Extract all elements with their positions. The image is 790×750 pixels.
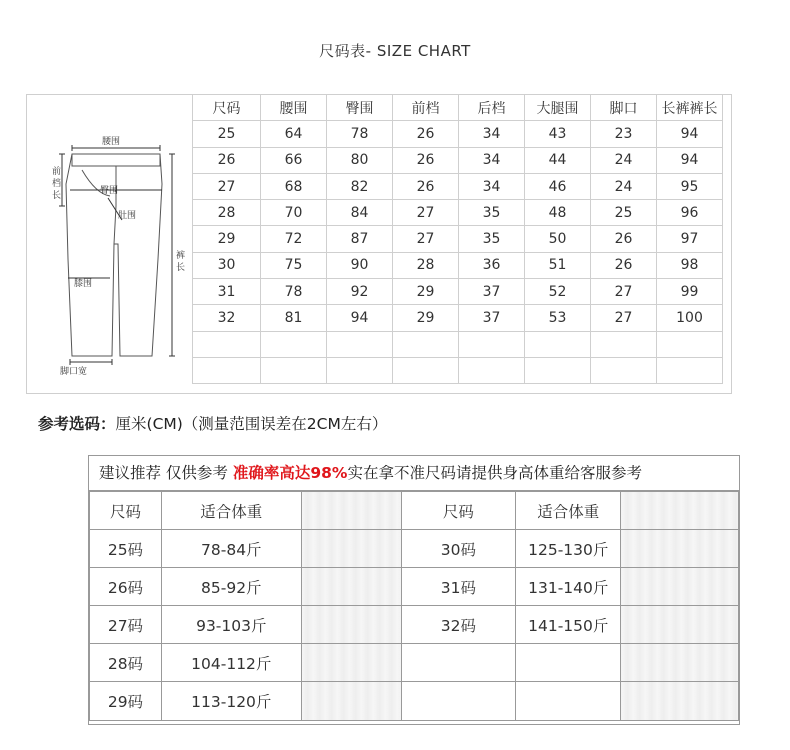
label-front-rise-1: 前 bbox=[52, 167, 62, 177]
table-cell: 27 bbox=[591, 305, 657, 331]
table-row bbox=[193, 331, 723, 357]
table-cell bbox=[393, 357, 459, 383]
size-cell: 28码 bbox=[90, 644, 162, 682]
table-cell: 66 bbox=[261, 147, 327, 173]
table-row bbox=[90, 644, 739, 682]
table-cell: 90 bbox=[327, 252, 393, 278]
table-cell: 84 bbox=[327, 200, 393, 226]
weight-cell: 113-120斤 bbox=[161, 682, 301, 720]
header-cell: 长裤裤长 bbox=[657, 95, 723, 121]
size-table-header bbox=[193, 95, 723, 121]
table-cell: 94 bbox=[657, 147, 723, 173]
table-cell: 51 bbox=[525, 252, 591, 278]
table-row bbox=[90, 606, 739, 644]
blank-cell bbox=[621, 530, 739, 568]
label-length-1: 裤 bbox=[176, 251, 186, 261]
blank-cell bbox=[301, 568, 401, 606]
table-cell: 26 bbox=[591, 252, 657, 278]
notice-prefix: 建议推荐 仅供参考 bbox=[99, 464, 233, 482]
table-cell bbox=[525, 331, 591, 357]
blank-cell bbox=[301, 644, 401, 682]
label-thigh: 肚围 bbox=[118, 211, 137, 221]
table-cell: 37 bbox=[459, 279, 525, 305]
blank-cell bbox=[621, 492, 739, 530]
size-cell: 25码 bbox=[90, 530, 162, 568]
table-cell: 80 bbox=[327, 147, 393, 173]
label-hip: 臀围 bbox=[100, 186, 119, 196]
table-cell: 78 bbox=[327, 121, 393, 147]
size-table-body bbox=[193, 95, 723, 384]
size-cell: 29码 bbox=[90, 682, 162, 720]
weight-recommend-box bbox=[88, 455, 740, 725]
header-size-left: 尺码 bbox=[90, 492, 162, 530]
size-table bbox=[192, 94, 723, 384]
table-cell: 52 bbox=[525, 279, 591, 305]
blank-cell bbox=[621, 644, 739, 682]
table-cell: 81 bbox=[261, 305, 327, 331]
label-knee: 膝围 bbox=[74, 279, 93, 289]
header-cell: 后档 bbox=[459, 95, 525, 121]
table-cell: 100 bbox=[657, 305, 723, 331]
weight-table-header bbox=[90, 492, 739, 530]
table-cell: 36 bbox=[459, 252, 525, 278]
header-weight-right: 适合体重 bbox=[516, 492, 621, 530]
weight-table-body bbox=[90, 492, 739, 721]
table-row bbox=[193, 147, 723, 173]
label-front-rise-2: 档 bbox=[52, 179, 62, 189]
table-cell: 70 bbox=[261, 200, 327, 226]
table-cell: 34 bbox=[459, 121, 525, 147]
table-cell: 25 bbox=[591, 200, 657, 226]
table-cell: 46 bbox=[525, 173, 591, 199]
label-hem: 脚口宽 bbox=[60, 367, 88, 377]
table-cell: 34 bbox=[459, 173, 525, 199]
table-cell bbox=[459, 357, 525, 383]
reference-note bbox=[38, 412, 387, 434]
table-row bbox=[193, 173, 723, 199]
table-cell bbox=[459, 331, 525, 357]
table-cell: 27 bbox=[393, 200, 459, 226]
size-cell: 27码 bbox=[90, 606, 162, 644]
weight-cell: 78-84斤 bbox=[161, 530, 301, 568]
table-cell: 34 bbox=[459, 147, 525, 173]
table-cell: 68 bbox=[261, 173, 327, 199]
table-row bbox=[193, 226, 723, 252]
table-cell: 64 bbox=[261, 121, 327, 147]
table-cell: 78 bbox=[261, 279, 327, 305]
size-cell: 26码 bbox=[90, 568, 162, 606]
table-row bbox=[90, 682, 739, 720]
weight-cell: 131-140斤 bbox=[516, 568, 621, 606]
blank-cell bbox=[301, 682, 401, 720]
table-cell bbox=[657, 357, 723, 383]
table-cell: 29 bbox=[393, 305, 459, 331]
weight-cell: 85-92斤 bbox=[161, 568, 301, 606]
blank-cell bbox=[301, 530, 401, 568]
table-cell: 29 bbox=[393, 279, 459, 305]
table-cell: 82 bbox=[327, 173, 393, 199]
weight-cell bbox=[516, 682, 621, 720]
table-cell: 97 bbox=[657, 226, 723, 252]
table-cell: 87 bbox=[327, 226, 393, 252]
weight-cell bbox=[516, 644, 621, 682]
table-cell: 27 bbox=[591, 279, 657, 305]
header-weight-left: 适合体重 bbox=[161, 492, 301, 530]
pants-diagram bbox=[26, 94, 192, 392]
notice-highlight: 准确率高达98% bbox=[232, 464, 348, 482]
table-cell: 98 bbox=[657, 252, 723, 278]
page-title: 尺码表- SIZE CHART bbox=[319, 42, 471, 60]
table-cell: 32 bbox=[193, 305, 261, 331]
table-cell: 44 bbox=[525, 147, 591, 173]
table-cell bbox=[327, 357, 393, 383]
table-row bbox=[193, 252, 723, 278]
weight-cell: 125-130斤 bbox=[516, 530, 621, 568]
weight-table bbox=[89, 491, 739, 721]
table-row bbox=[193, 279, 723, 305]
table-row bbox=[193, 200, 723, 226]
reference-label: 参考选码： bbox=[38, 415, 116, 433]
table-cell: 48 bbox=[525, 200, 591, 226]
table-cell bbox=[657, 331, 723, 357]
table-cell bbox=[261, 357, 327, 383]
weight-cell: 104-112斤 bbox=[161, 644, 301, 682]
table-cell: 30 bbox=[193, 252, 261, 278]
table-cell: 94 bbox=[657, 121, 723, 147]
pants-diagram-svg bbox=[26, 94, 192, 392]
table-cell bbox=[327, 331, 393, 357]
blank-cell bbox=[621, 682, 739, 720]
table-cell bbox=[193, 357, 261, 383]
table-cell: 26 bbox=[393, 121, 459, 147]
table-cell: 26 bbox=[393, 173, 459, 199]
size-cell bbox=[401, 644, 516, 682]
size-cell: 31码 bbox=[401, 568, 516, 606]
table-cell: 24 bbox=[591, 147, 657, 173]
header-cell: 前档 bbox=[393, 95, 459, 121]
table-cell bbox=[525, 357, 591, 383]
label-waist: 腰围 bbox=[102, 137, 121, 147]
table-cell: 96 bbox=[657, 200, 723, 226]
table-row bbox=[193, 305, 723, 331]
header-cell: 臀围 bbox=[327, 95, 393, 121]
table-cell: 53 bbox=[525, 305, 591, 331]
table-cell: 29 bbox=[193, 226, 261, 252]
table-cell: 27 bbox=[193, 173, 261, 199]
table-row bbox=[193, 357, 723, 383]
table-cell: 95 bbox=[657, 173, 723, 199]
header-cell: 脚口 bbox=[591, 95, 657, 121]
table-cell bbox=[393, 331, 459, 357]
table-row bbox=[90, 530, 739, 568]
table-cell: 35 bbox=[459, 200, 525, 226]
table-cell: 26 bbox=[193, 147, 261, 173]
table-cell: 25 bbox=[193, 121, 261, 147]
table-cell: 28 bbox=[393, 252, 459, 278]
table-cell bbox=[591, 331, 657, 357]
header-size-right: 尺码 bbox=[401, 492, 516, 530]
table-row bbox=[193, 121, 723, 147]
size-cell: 32码 bbox=[401, 606, 516, 644]
table-row bbox=[90, 568, 739, 606]
table-cell bbox=[591, 357, 657, 383]
table-cell: 43 bbox=[525, 121, 591, 147]
table-cell: 37 bbox=[459, 305, 525, 331]
blank-cell bbox=[621, 606, 739, 644]
blank-cell bbox=[301, 492, 401, 530]
table-cell: 94 bbox=[327, 305, 393, 331]
size-cell bbox=[401, 682, 516, 720]
table-cell: 50 bbox=[525, 226, 591, 252]
weight-cell: 93-103斤 bbox=[161, 606, 301, 644]
header-cell: 腰围 bbox=[261, 95, 327, 121]
size-cell: 30码 bbox=[401, 530, 516, 568]
table-cell: 75 bbox=[261, 252, 327, 278]
notice-suffix: 实在拿不准尺码请提供身高体重给客服参考 bbox=[347, 464, 642, 482]
table-cell bbox=[261, 331, 327, 357]
table-cell: 31 bbox=[193, 279, 261, 305]
recommend-notice bbox=[89, 456, 739, 491]
blank-cell bbox=[621, 568, 739, 606]
table-cell: 92 bbox=[327, 279, 393, 305]
reference-text: 厘米(CM)（测量范围误差在2CM左右） bbox=[115, 415, 388, 433]
header-cell: 大腿围 bbox=[525, 95, 591, 121]
table-cell: 72 bbox=[261, 226, 327, 252]
table-cell: 99 bbox=[657, 279, 723, 305]
table-cell: 24 bbox=[591, 173, 657, 199]
table-cell: 35 bbox=[459, 226, 525, 252]
label-front-rise-3: 长 bbox=[52, 191, 62, 201]
table-cell: 26 bbox=[393, 147, 459, 173]
table-cell: 28 bbox=[193, 200, 261, 226]
label-length-2: 长 bbox=[176, 263, 186, 273]
table-cell: 23 bbox=[591, 121, 657, 147]
header-cell: 尺码 bbox=[193, 95, 261, 121]
table-cell: 27 bbox=[393, 226, 459, 252]
table-cell bbox=[193, 331, 261, 357]
table-cell: 26 bbox=[591, 226, 657, 252]
weight-cell: 141-150斤 bbox=[516, 606, 621, 644]
blank-cell bbox=[301, 606, 401, 644]
